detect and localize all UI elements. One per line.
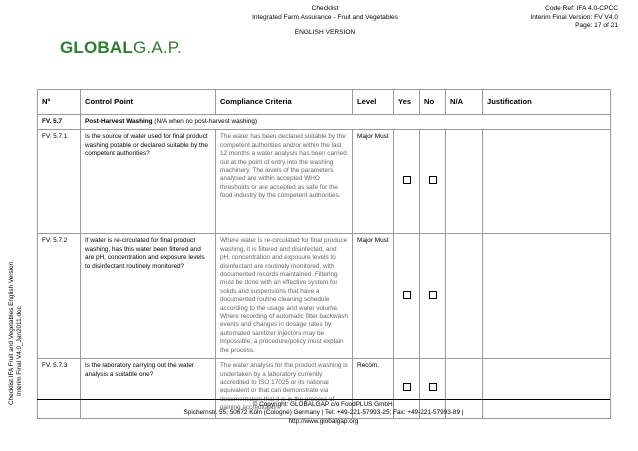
no-checkbox[interactable] <box>429 176 437 184</box>
footer-copyright: © Copyright: GLOBALGAP c/o FoodPLUS GmbH, <box>252 401 395 408</box>
header-compliance-criteria: Compliance Criteria <box>216 90 353 115</box>
header-num: Nº <box>38 90 81 115</box>
logo-main-text: GLOBAL <box>60 38 133 57</box>
language-label: ENGLISH VERSION <box>294 29 356 37</box>
no-cell <box>420 234 446 359</box>
table-row <box>38 234 611 359</box>
row-num: FV. 5.7.3 <box>38 359 81 419</box>
section-title-cell <box>81 115 611 130</box>
justification-cell[interactable] <box>483 234 611 359</box>
header-level: Level <box>353 90 394 115</box>
footer-website[interactable]: http://www.globalgap.org <box>288 417 359 425</box>
doc-title: Integrated Farm Assurance - Fruit and Vegetables <box>252 13 398 21</box>
header-na: N/A <box>446 90 483 115</box>
row-control-point: Is the source of water used for final product washing potable or declared suitable by the competent authorities? <box>81 130 216 234</box>
na-cell[interactable] <box>446 234 483 359</box>
side-filename <box>8 205 24 405</box>
footer-address: Spichernstr. 55, 50672 Köln (Cologne) Germany | Tel: +49-221-57993-25; Fax: +49-221-57993-89 | <box>183 409 464 417</box>
yes-checkbox[interactable] <box>403 383 411 391</box>
footer <box>37 401 610 426</box>
row-compliance-criteria: The water has been declared suitable by the competent authorities and/or within the last 12 months a water analysis has been carried out at the point of entry into the washing machinery. The levels of the parameters analysed are within accepted WHO thresholds or are accepted as safe for the food industry by the competent authorities. <box>216 130 353 234</box>
globalgap-logo <box>60 38 182 58</box>
version-label: Interim Final Version: FV V4.0 <box>530 13 618 21</box>
row-level: Major Must <box>353 234 394 359</box>
footer-divider <box>37 399 610 400</box>
doc-type: Checklist <box>311 5 339 12</box>
yes-checkbox[interactable] <box>403 291 411 299</box>
row-level: Recom. <box>353 359 394 419</box>
table-header-row <box>38 90 611 115</box>
na-cell[interactable] <box>446 130 483 234</box>
code-ref: Code Ref: IFA 4.0-CPCC <box>545 5 618 12</box>
logo-rest-text: G.A.P. <box>132 38 183 57</box>
header-control-point: Control Point <box>81 90 216 115</box>
table-row <box>38 130 611 234</box>
section-num: FV. 5.7 <box>38 115 81 130</box>
header-no: No <box>420 90 446 115</box>
section-title: Post-Harvest Washing <box>85 118 153 125</box>
row-compliance-criteria: The water analysis for the product washing is undertaken by a laboratory currently accredited to ISO 17025 or its national equivalent or that can demonstrate via documentation that it is in the process of gaining accreditation. <box>216 359 353 419</box>
yes-checkbox[interactable] <box>403 176 411 184</box>
side-line-1: Checklist IFA Fruit and Vegetables English Version <box>8 261 15 405</box>
page-number: Page: 17 of 21 <box>575 22 618 30</box>
row-compliance-criteria: Where water is re-circulated for final produce washing, it is filtered and disinfected, and pH, concentration and exposure levels to disinfectant are routinely monitored, with documented records maintained. Filtering must be done with an effective system for solids and suspensions that have a documented routine cleaning schedule according to the usage and water volume. Where recording of automatic filter backwash events and changes in dosage rates by automated sanitizer injectors may be impossible, a procedure/policy must explain the process. <box>216 234 353 359</box>
yes-cell <box>394 234 420 359</box>
checklist-table <box>37 89 611 419</box>
side-line-2: Interim Final V4.0_Jan2011.doc <box>16 306 23 396</box>
row-num: FV. 5.7.2 <box>38 234 81 359</box>
header-right <box>530 5 618 31</box>
no-checkbox[interactable] <box>429 383 437 391</box>
header-justification: Justification <box>483 90 611 115</box>
row-level: Major Must <box>353 130 394 234</box>
justification-cell[interactable] <box>483 130 611 234</box>
section-row <box>38 115 611 130</box>
header-center <box>230 5 420 38</box>
row-control-point: If water is re-circulated for final product washing, has this water been filtered and are pH, concentration and exposure levels to disinfectant routinely monitored? <box>81 234 216 359</box>
row-control-point: Is the laboratory carrying out the water analysis a suitable one? <box>81 359 216 419</box>
no-cell <box>420 130 446 234</box>
no-checkbox[interactable] <box>429 291 437 299</box>
row-num: FV. 5.7.1 <box>38 130 81 234</box>
yes-cell <box>394 130 420 234</box>
section-note: (N/A when no post-harvest washing) <box>154 118 258 125</box>
header-yes: Yes <box>394 90 420 115</box>
